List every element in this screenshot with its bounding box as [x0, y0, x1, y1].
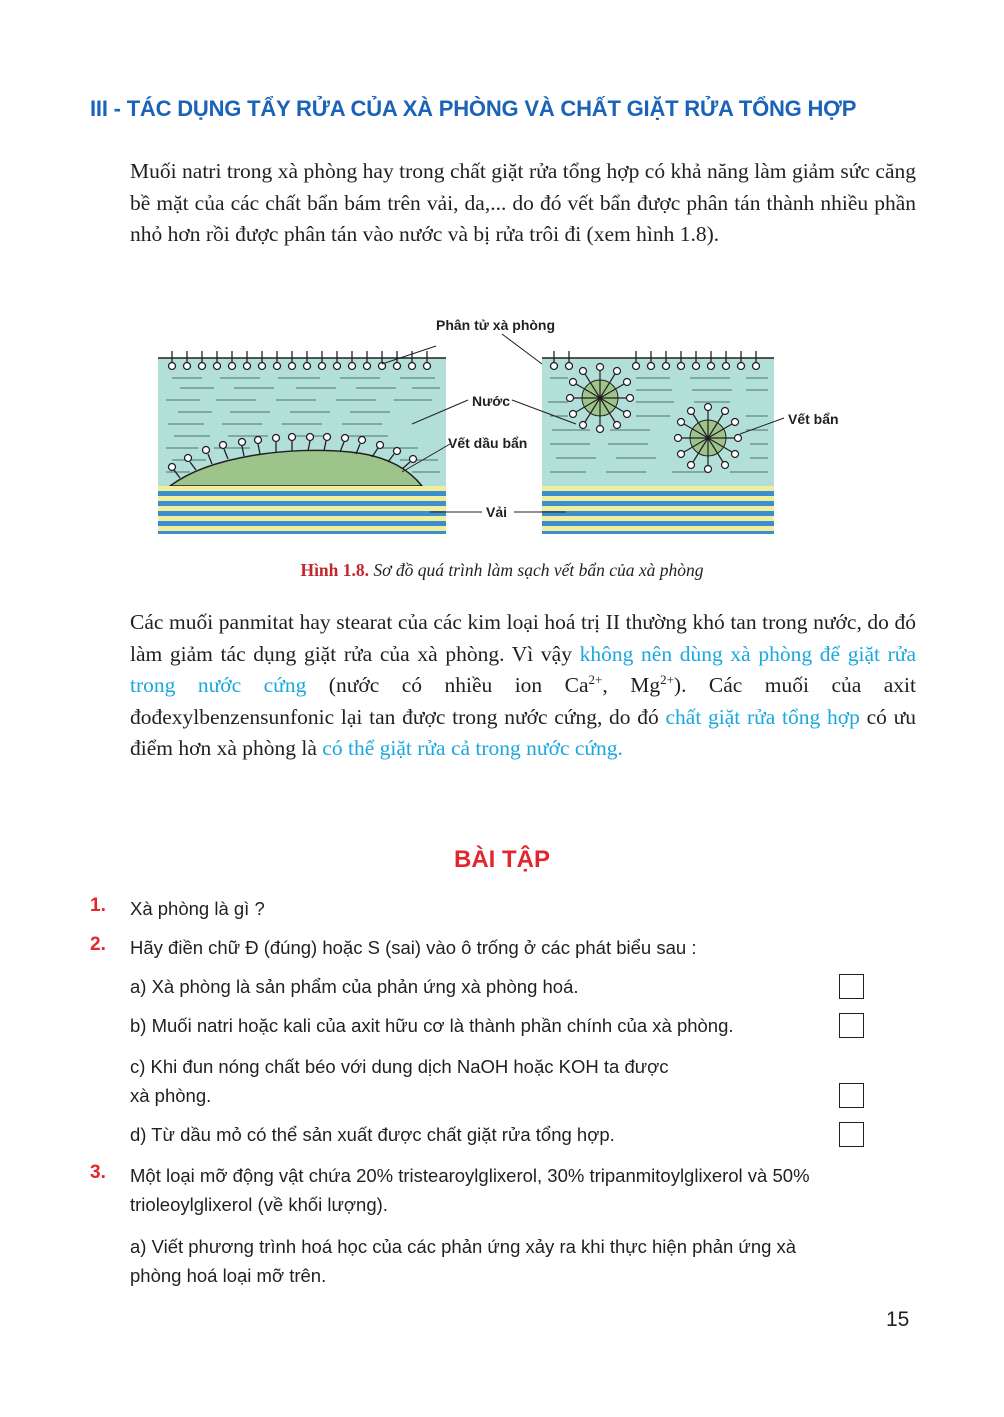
para2-text-5: có ưu điểm hơn xà phòng là [130, 704, 917, 760]
exercises-title: BÀI TẬP [454, 846, 550, 873]
q3-number: 3. [90, 1162, 106, 1183]
cloth-left [158, 486, 446, 534]
label-soap-molecule: Phân tử xà phòng [436, 317, 556, 333]
para2-highlight-3: có thể giặt rửa cả trong nước cứng. [322, 736, 623, 760]
paragraph-intro: Muối natri trong xà phòng hay trong chất giặt rửa tổng hợp có khả năng làm giảm sức căng bề mặt của các chất bẩn bám trên vải, da,... do đó vết bẩn được phân tán thành nhiều phần nhỏ hơn rồi được phân tán vào nước và bị rửa trôi đi (xem hình 1.8). [130, 159, 916, 246]
q1-text: Xà phòng là gì ? [130, 898, 265, 919]
label-cloth: Vải [486, 504, 508, 520]
para2-text-1: Các muối panmitat hay stearat của các kim loại hoá trị II thường khó tan trong nước, do đó làm giảm tác dụng giặt rửa của xà phòng. Vì vậy [130, 610, 916, 666]
q3a-text-line1: a) Viết phương trình hoá học của các phản ứng xảy ra khi thực hiện phản ứng xà [130, 1236, 797, 1257]
page-number: 15 [886, 1308, 910, 1331]
q2a-text: a) Xà phòng là sản phẩm của phản ứng xà phòng hoá. [130, 976, 579, 997]
paragraph-hard-water [130, 607, 916, 765]
caption-label: Hình 1.8. [300, 560, 370, 580]
q2c-text-line2: xà phòng. [130, 1085, 212, 1106]
q2d-answer-box[interactable] [839, 1122, 864, 1147]
q3-text-line2: trioleoylglixerol (về khối lượng). [130, 1194, 388, 1215]
q2a-answer-box[interactable] [839, 974, 864, 999]
section-heading: III - TÁC DỤNG TẨY RỬA CỦA XÀ PHÒNG VÀ CHẤT GIẶT RỬA TỔNG HỢP [90, 96, 857, 121]
para2-text-3: , Mg [602, 673, 661, 697]
water-region-right [542, 358, 774, 486]
q3a-text-line2: phòng hoá loại mỡ trên. [130, 1265, 327, 1286]
q2b-text: b) Muối natri hoặc kali của axit hữu cơ là thành phần chính của xà phòng. [130, 1015, 734, 1036]
label-water: Nước [472, 393, 510, 409]
para2-highlight-1: không nên dùng xà phòng để giặt rửa trong nước cứng [130, 641, 916, 697]
figure-soap-cleaning-diagram [150, 306, 839, 546]
q2-number: 2. [90, 934, 106, 955]
q2c-text-line1: c) Khi đun nóng chất béo với dung dịch NaOH hoặc KOH ta được [130, 1056, 669, 1077]
para2-sup-ca: 2+ [588, 671, 603, 687]
q2c-answer-box[interactable] [839, 1083, 864, 1108]
q2b-answer-box[interactable] [839, 1013, 864, 1038]
para2-sup-mg: 2+ [660, 671, 674, 687]
cloth-right [542, 486, 774, 534]
q2-text: Hãy điền chữ Đ (đúng) hoặc S (sai) vào ô trống ở các phát biểu sau : [130, 937, 697, 958]
label-dirt: Vết bẩn [788, 411, 839, 427]
para2-text-4: ). Các muối của axit đođexylbenzensunfonic lại tan được trong nước cứng, do đó [130, 673, 916, 729]
q2d-text: d) Từ dầu mỏ có thể sản xuất được chất giặt rửa tổng hợp. [130, 1124, 615, 1145]
caption-text: Sơ đồ quá trình làm sạch vết bẩn của xà phòng [373, 560, 704, 580]
right-panel [542, 351, 774, 534]
figure-caption [150, 560, 854, 581]
para2-highlight-2: chất giặt rửa tổng hợp [665, 704, 860, 729]
q3-text-line1: Một loại mỡ động vật chứa 20% tristearoylglixerol, 30% tripanmitoylglixerol và 50% [130, 1165, 810, 1186]
q1-number: 1. [90, 895, 106, 916]
label-oil-stain: Vết dầu bẩn [448, 435, 528, 451]
left-panel [158, 351, 446, 534]
para2-text-2: (nước có nhiều ion Ca [306, 673, 589, 697]
